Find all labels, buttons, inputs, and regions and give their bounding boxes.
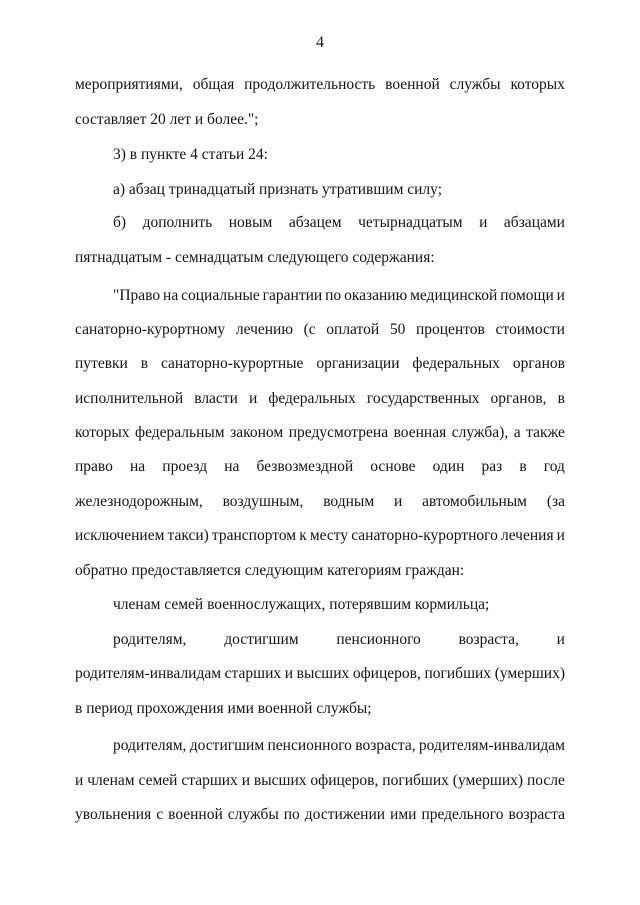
text-line — [75, 492, 565, 512]
word: на — [224, 458, 240, 475]
word: в — [140, 355, 149, 372]
word: и — [248, 390, 258, 407]
word: служба), — [451, 424, 509, 441]
word: социальные — [181, 287, 260, 304]
word: увольнения — [75, 806, 152, 823]
word: лечения — [500, 527, 554, 544]
word: безвозмездной — [256, 458, 354, 475]
word: воздушным, — [222, 493, 304, 510]
word: и — [393, 493, 403, 510]
word: в — [557, 390, 565, 407]
word: высших — [296, 665, 350, 682]
word: достигшим — [224, 631, 299, 648]
word: на — [130, 458, 146, 475]
word: организации — [316, 355, 400, 372]
text-line — [75, 805, 565, 825]
word: новым — [228, 214, 273, 231]
word: возраста, — [458, 631, 519, 648]
word: и — [556, 527, 565, 544]
word: процентов — [415, 321, 485, 338]
word: на — [163, 287, 179, 304]
word: транспортом — [211, 527, 297, 544]
word: и — [284, 665, 294, 682]
word: в — [519, 458, 527, 475]
text-line: а) абзац тринадцатый признать утратившим силу; — [113, 181, 443, 198]
word: власти — [194, 390, 238, 407]
word: которых — [75, 424, 130, 441]
text-line: обратно предоставляется следующим категориям граждан: — [75, 562, 465, 579]
text-line — [75, 75, 565, 95]
word: санаторно-курортному — [75, 321, 226, 338]
word: старших — [224, 665, 282, 682]
word: которых — [510, 76, 565, 93]
word: военной — [385, 76, 440, 93]
word: родителям, — [113, 737, 187, 754]
word: а — [513, 424, 521, 441]
word: возраста — [508, 806, 565, 823]
text-line: пятнадцатым - семнадцатым следующего содержания: — [75, 249, 435, 266]
page-number: 4 — [316, 34, 324, 51]
word: службы — [227, 806, 279, 823]
word: органов — [512, 355, 565, 372]
word: железнодорожным, — [75, 493, 203, 510]
word: водным — [323, 493, 375, 510]
word: с — [156, 806, 164, 823]
word: исключением — [75, 527, 165, 544]
word: погибших — [382, 772, 449, 789]
word: высших — [253, 772, 307, 789]
word: "Право — [113, 287, 161, 304]
text-line — [75, 389, 565, 409]
word: федеральных — [268, 390, 356, 407]
word: законом — [230, 424, 284, 441]
word: погибших — [424, 665, 492, 682]
word: федеральных — [412, 355, 500, 372]
word: родителям-инвалидам — [418, 737, 565, 754]
word: по — [325, 287, 342, 304]
word: лечению — [235, 321, 293, 338]
word: и — [479, 214, 488, 231]
word: ими — [390, 806, 417, 823]
word: оказанию — [344, 287, 408, 304]
text-line — [113, 213, 565, 233]
text-line — [113, 286, 565, 306]
word: оплатой — [326, 321, 380, 338]
word: мероприятиями, — [75, 76, 183, 93]
word: родителям-инвалидам — [75, 665, 222, 682]
word: органов, — [490, 390, 547, 407]
word: по — [283, 806, 300, 823]
word: гарантии — [262, 287, 323, 304]
word: офицеров, — [310, 772, 379, 789]
text-line: 3) в пункте 4 статьи 24: — [113, 146, 268, 163]
word: исполнительной — [75, 390, 184, 407]
word: общая — [192, 76, 235, 93]
text-line — [75, 771, 565, 791]
word: к — [299, 527, 307, 544]
text-line: членам семей военнослужащих, потерявшим кормильца; — [113, 596, 490, 613]
word: (умерших) — [452, 772, 524, 789]
word: (за — [546, 493, 565, 510]
word: военной — [168, 806, 223, 823]
word: достижении — [304, 806, 386, 823]
word: и — [556, 287, 565, 304]
word: (с — [303, 321, 316, 338]
word: пенсионного — [336, 631, 421, 648]
word: продолжительность — [244, 76, 376, 93]
word: раз — [481, 458, 503, 475]
word: стоимости — [495, 321, 565, 338]
word: службы — [449, 76, 501, 93]
text-line: составляет 20 лет и более."; — [75, 111, 259, 128]
word: достигшим — [189, 737, 265, 754]
word: абзацами — [503, 214, 565, 231]
text-line — [75, 664, 565, 684]
word: путевки — [75, 355, 128, 372]
word: четырнадцатым — [358, 214, 463, 231]
word: членам — [87, 772, 135, 789]
word: возраста, — [355, 737, 416, 754]
text-line — [75, 320, 565, 340]
word: такси) — [167, 527, 209, 544]
word: после — [526, 772, 565, 789]
word: помощи — [500, 287, 554, 304]
text-line — [113, 630, 565, 650]
text-line — [75, 423, 565, 443]
word: 50 — [389, 321, 406, 338]
text-line: в период прохождения ими военной службы; — [75, 700, 372, 717]
word: автомобильным — [422, 493, 527, 510]
word: б) — [113, 214, 127, 231]
word: федеральным — [135, 424, 225, 441]
word: дополнить — [142, 214, 213, 231]
word: также — [526, 424, 565, 441]
word: и — [75, 772, 84, 789]
word: предельного — [421, 806, 504, 823]
word: медицинской — [410, 287, 498, 304]
word: месту — [309, 527, 349, 544]
word: право — [75, 458, 113, 475]
word: основе — [370, 458, 416, 475]
word: родителям, — [113, 631, 187, 648]
word: офицеров, — [352, 665, 421, 682]
word: (умерших) — [494, 665, 565, 682]
word: и — [241, 772, 251, 789]
word: санаторно-курортные — [160, 355, 304, 372]
word: предусмотрена — [288, 424, 389, 441]
word: санаторно-курортного — [351, 527, 498, 544]
word: абзацем — [288, 214, 342, 231]
word: старших — [181, 772, 238, 789]
text-line — [75, 457, 565, 477]
word: один — [432, 458, 465, 475]
text-line — [75, 354, 565, 374]
word: военная — [393, 424, 447, 441]
word: пенсионного — [267, 737, 352, 754]
word: проезд — [162, 458, 208, 475]
word: год — [543, 458, 565, 475]
text-line — [75, 526, 565, 546]
word: и — [556, 631, 565, 648]
text-line — [113, 736, 565, 756]
word: семей — [138, 772, 178, 789]
word: государственных — [366, 390, 480, 407]
